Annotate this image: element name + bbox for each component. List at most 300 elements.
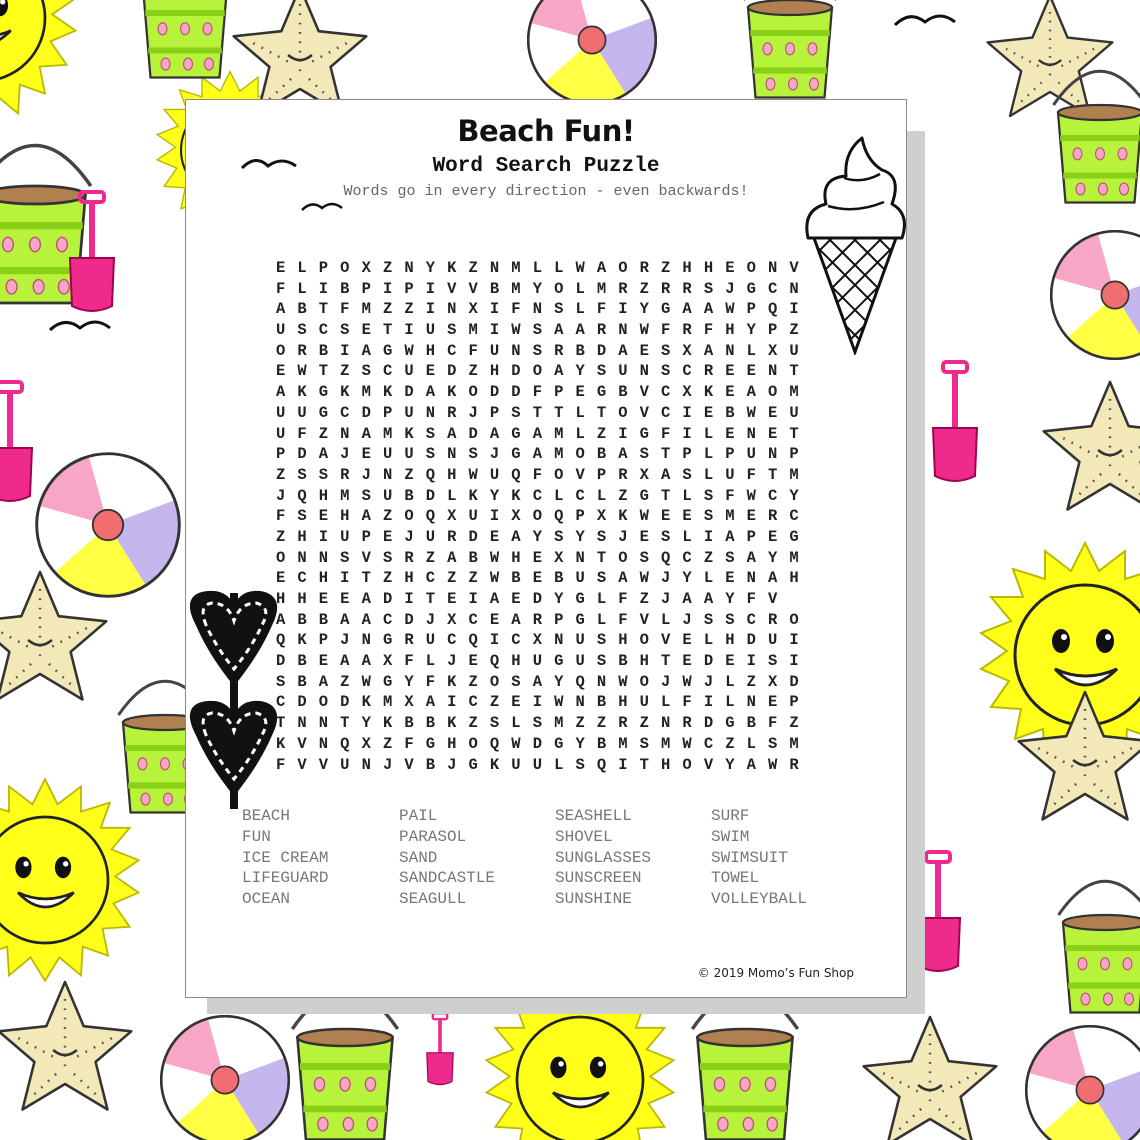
grid-letter: P — [746, 300, 756, 319]
grid-letter: J — [468, 403, 478, 422]
grid-letter: K — [297, 383, 307, 402]
grid-letter: A — [682, 590, 692, 608]
grid-letter: W — [725, 300, 735, 319]
grid-letter: M — [554, 714, 564, 733]
grid-letter: P — [361, 279, 371, 298]
grid-letter: U — [425, 527, 436, 546]
grid-letter: K — [297, 631, 307, 650]
grid-letter: T — [361, 569, 371, 588]
grid-letter: D — [789, 672, 799, 691]
grid-letter: J — [340, 445, 350, 464]
grid-letter: E — [767, 424, 778, 443]
grid-letter: I — [532, 693, 542, 712]
grid-letter: D — [382, 590, 393, 608]
grid-letter: J — [404, 527, 414, 546]
grid-letter: A — [340, 610, 350, 629]
grid-letter: K — [447, 672, 457, 691]
grid-row — [276, 651, 811, 672]
grid-letter: X — [361, 259, 371, 277]
grid-letter: F — [425, 672, 436, 691]
grid-letter: D — [297, 693, 307, 712]
grid-letter: P — [489, 403, 500, 422]
grid-letter: Y — [575, 527, 585, 546]
grid-letter: A — [767, 569, 778, 588]
grid-letter: J — [447, 755, 457, 774]
grid-letter: H — [318, 569, 329, 588]
grid-letter: D — [404, 383, 414, 402]
grid-letter: Z — [382, 300, 393, 319]
grid-letter: L — [554, 259, 564, 277]
grid-letter: B — [596, 693, 607, 712]
grid-letter: I — [382, 279, 393, 298]
grid-letter: T — [340, 714, 350, 733]
grid-letter: F — [404, 734, 414, 753]
grid-letter: P — [276, 445, 286, 464]
grid-letter: O — [554, 465, 564, 484]
grid-letter: O — [682, 755, 692, 774]
grid-letter: H — [661, 755, 671, 774]
grid-letter: E — [468, 652, 478, 671]
grid-letter: F — [404, 652, 414, 671]
grid-letter: U — [425, 631, 436, 650]
grid-row — [276, 527, 811, 548]
grid-letter: Z — [340, 672, 350, 691]
grid-letter: Q — [425, 465, 436, 484]
grid-letter: N — [297, 714, 307, 733]
grid-letter: N — [746, 693, 756, 712]
grid-letter: N — [618, 321, 628, 340]
grid-letter: P — [789, 693, 799, 712]
grid-letter: I — [340, 569, 350, 588]
grid-letter: F — [596, 300, 607, 319]
grid-letter: C — [661, 383, 671, 402]
grid-letter: S — [532, 714, 542, 733]
word-item: VOLLEYBALL — [711, 890, 808, 909]
grid-letter: U — [575, 631, 585, 650]
grid-letter: E — [511, 590, 521, 608]
letter-grid — [276, 258, 811, 775]
grid-letter: X — [404, 693, 414, 712]
grid-letter: J — [682, 610, 692, 629]
grid-letter: H — [297, 590, 307, 608]
grid-letter: L — [661, 610, 671, 629]
grid-letter: L — [746, 341, 756, 360]
grid-letter: A — [682, 300, 692, 319]
grid-letter: E — [661, 507, 671, 526]
grid-letter: J — [489, 445, 500, 464]
grid-letter: E — [532, 548, 542, 567]
grid-letter: A — [618, 569, 628, 588]
grid-letter: O — [276, 341, 286, 360]
grid-letter: O — [340, 259, 350, 277]
grid-letter: U — [575, 652, 585, 671]
grid-letter: P — [382, 403, 393, 422]
grid-letter: Q — [489, 652, 500, 671]
grid-letter: L — [575, 300, 585, 319]
grid-letter: I — [618, 424, 628, 443]
grid-letter: Z — [618, 486, 628, 505]
grid-letter: Y — [789, 486, 799, 505]
grid-row — [276, 506, 811, 527]
grid-letter: H — [404, 569, 414, 588]
grid-letter: M — [511, 259, 521, 277]
grid-letter: R — [532, 610, 542, 629]
grid-letter: R — [447, 403, 457, 422]
grid-letter: N — [596, 672, 607, 691]
grid-letter: R — [639, 259, 649, 277]
grid-letter: E — [767, 693, 778, 712]
grid-letter: H — [618, 693, 628, 712]
grid-letter: Z — [639, 714, 649, 733]
grid-letter: A — [425, 693, 436, 712]
grid-letter: M — [468, 321, 478, 340]
grid-letter: K — [276, 734, 286, 753]
grid-letter: L — [725, 693, 735, 712]
grid-letter: B — [404, 486, 414, 505]
grid-letter: A — [746, 548, 756, 567]
grid-letter: I — [489, 507, 500, 526]
grid-letter: T — [532, 403, 542, 422]
grid-letter: F — [511, 300, 521, 319]
grid-letter: I — [318, 279, 329, 298]
grid-letter: O — [404, 507, 414, 526]
grid-letter: T — [596, 403, 607, 422]
grid-letter: R — [618, 279, 628, 298]
grid-letter: O — [639, 672, 649, 691]
grid-letter: N — [767, 259, 778, 277]
grid-letter: Q — [511, 465, 521, 484]
grid-letter: U — [404, 445, 414, 464]
grid-letter: G — [511, 424, 521, 443]
grid-letter: M — [361, 383, 371, 402]
grid-letter: G — [575, 590, 585, 608]
grid-letter: V — [789, 259, 799, 277]
grid-letter: E — [703, 403, 714, 422]
grid-letter: A — [318, 445, 329, 464]
bucket-icon — [1059, 881, 1140, 1012]
grid-letter: N — [532, 300, 542, 319]
grid-letter: E — [682, 652, 692, 671]
grid-letter: L — [297, 279, 307, 298]
grid-letter: S — [767, 734, 778, 753]
grid-letter: Z — [639, 590, 649, 608]
grid-letter: L — [554, 486, 564, 505]
grid-letter: O — [618, 403, 628, 422]
grid-letter: B — [404, 714, 414, 733]
grid-letter: W — [489, 548, 500, 567]
grid-letter: U — [404, 403, 414, 422]
grid-letter: Z — [468, 259, 478, 277]
grid-letter: V — [703, 755, 714, 774]
grid-letter: D — [468, 424, 478, 443]
grid-letter: N — [318, 714, 329, 733]
grid-letter: L — [703, 569, 714, 588]
grid-letter: H — [447, 734, 457, 753]
word-item: SUNSHINE — [555, 890, 632, 909]
grid-letter: R — [703, 362, 714, 381]
grid-letter: X — [554, 548, 564, 567]
grid-letter: B — [575, 341, 585, 360]
grid-letter: E — [489, 610, 500, 629]
grid-letter: S — [489, 714, 500, 733]
grid-letter: Y — [575, 734, 585, 753]
grid-letter: E — [725, 652, 735, 671]
grid-letter: B — [425, 755, 436, 774]
grid-letter: C — [767, 279, 778, 298]
grid-letter: L — [297, 259, 307, 277]
grid-letter: U — [639, 693, 649, 712]
grid-letter: B — [511, 569, 521, 588]
grid-letter: S — [682, 465, 692, 484]
grid-letter: H — [639, 652, 649, 671]
grid-letter: C — [447, 631, 457, 650]
grid-letter: U — [340, 527, 350, 546]
grid-letter: G — [575, 610, 585, 629]
grid-letter: B — [297, 652, 307, 671]
grid-letter: P — [554, 610, 564, 629]
grid-letter: B — [596, 734, 607, 753]
grid-letter: P — [361, 527, 371, 546]
grid-letter: S — [725, 548, 735, 567]
shovel-icon — [933, 362, 977, 481]
seagull-icon — [238, 154, 348, 234]
grid-letter: Q — [554, 507, 564, 526]
grid-letter: O — [489, 672, 500, 691]
grid-letter: P — [318, 259, 329, 277]
grid-letter: U — [404, 362, 414, 381]
grid-letter: T — [318, 362, 329, 381]
grid-letter: E — [276, 569, 286, 588]
grid-letter: W — [618, 672, 628, 691]
grid-letter: S — [382, 548, 393, 567]
grid-letter: B — [297, 672, 307, 691]
grid-letter: I — [447, 693, 457, 712]
grid-letter: L — [554, 755, 564, 774]
grid-letter: B — [318, 341, 329, 360]
grid-letter: F — [703, 321, 714, 340]
grid-letter: D — [532, 590, 542, 608]
grid-letter: T — [661, 445, 671, 464]
grid-letter: R — [596, 321, 607, 340]
grid-letter: A — [361, 507, 371, 526]
grid-letter: S — [532, 321, 542, 340]
grid-letter: J — [661, 569, 671, 588]
grid-letter: U — [382, 486, 393, 505]
grid-letter: Z — [468, 569, 478, 588]
grid-letter: F — [297, 424, 307, 443]
grid-letter: W — [682, 734, 692, 753]
grid-letter: P — [789, 445, 799, 464]
grid-letter: I — [618, 300, 628, 319]
grid-letter: G — [511, 445, 521, 464]
grid-letter: I — [703, 693, 714, 712]
grid-row — [276, 713, 811, 734]
grid-letter: R — [682, 714, 692, 733]
grid-letter: M — [618, 734, 628, 753]
grid-letter: V — [297, 755, 307, 774]
word-item: SANDCASTLE — [399, 869, 496, 888]
grid-letter: N — [746, 424, 756, 443]
grid-letter: A — [532, 672, 542, 691]
grid-letter: T — [596, 548, 607, 567]
grid-letter: E — [639, 341, 649, 360]
grid-letter: B — [489, 279, 500, 298]
grid-letter: D — [425, 486, 436, 505]
grid-row — [276, 568, 811, 589]
grid-letter: F — [532, 465, 542, 484]
grid-letter: N — [382, 465, 393, 484]
grid-letter: H — [318, 486, 329, 505]
grid-letter: N — [511, 341, 521, 360]
grid-letter: F — [618, 590, 628, 608]
ice-cream-icon — [800, 130, 910, 355]
grid-letter: A — [618, 341, 628, 360]
grid-letter: N — [404, 259, 414, 277]
grid-letter: X — [382, 652, 393, 671]
grid-letter: N — [789, 279, 799, 298]
bucket-icon — [1054, 71, 1140, 202]
grid-letter: L — [682, 527, 692, 546]
grid-letter: A — [661, 465, 671, 484]
grid-letter: H — [340, 507, 350, 526]
grid-letter: Z — [703, 548, 714, 567]
grid-letter: U — [297, 403, 307, 422]
grid-letter: W — [639, 321, 649, 340]
beach-ball-icon — [1051, 231, 1140, 359]
grid-row — [276, 279, 811, 300]
grid-letter: Z — [382, 507, 393, 526]
grid-letter: Z — [404, 300, 414, 319]
grid-letter: Y — [725, 590, 735, 608]
grid-letter: L — [703, 631, 714, 650]
grid-letter: P — [767, 321, 778, 340]
grid-letter: C — [297, 569, 307, 588]
grid-letter: A — [554, 321, 564, 340]
starfish-icon — [1044, 382, 1140, 510]
grid-letter: Q — [596, 755, 607, 774]
sun-icon — [0, 779, 139, 981]
grid-letter: X — [767, 341, 778, 360]
grid-letter: F — [725, 486, 735, 505]
grid-letter: A — [746, 383, 756, 402]
grid-letter: E — [276, 259, 286, 277]
grid-letter: J — [661, 672, 671, 691]
grid-letter: I — [618, 755, 628, 774]
grid-letter: Z — [276, 465, 286, 484]
grid-letter: N — [340, 424, 350, 443]
starfish-icon — [988, 0, 1113, 116]
grid-letter: P — [318, 631, 329, 650]
grid-letter: L — [703, 445, 714, 464]
grid-letter: L — [596, 486, 607, 505]
grid-letter: C — [468, 693, 478, 712]
grid-letter: C — [746, 610, 756, 629]
grid-letter: V — [639, 403, 649, 422]
grid-row — [276, 672, 811, 693]
grid-letter: X — [767, 672, 778, 691]
grid-letter: K — [340, 383, 350, 402]
grid-letter: F — [276, 507, 286, 526]
grid-letter: L — [703, 424, 714, 443]
grid-letter: I — [468, 590, 478, 608]
word-item: SUNGLASSES — [555, 848, 652, 867]
grid-letter: U — [382, 445, 393, 464]
grid-letter: N — [554, 631, 564, 650]
grid-letter: F — [276, 755, 286, 774]
grid-letter: U — [276, 403, 286, 422]
grid-letter: W — [746, 403, 756, 422]
grid-letter: E — [340, 590, 350, 608]
grid-letter: C — [511, 631, 521, 650]
grid-letter: O — [618, 548, 628, 567]
grid-letter: H — [618, 631, 628, 650]
grid-letter: J — [425, 610, 436, 629]
grid-letter: M — [554, 424, 564, 443]
grid-letter: N — [297, 548, 307, 567]
grid-letter: U — [511, 755, 521, 774]
grid-letter: E — [361, 321, 371, 340]
grid-letter: M — [661, 734, 671, 753]
word-item: PAIL — [399, 807, 438, 825]
grid-letter: E — [682, 631, 692, 650]
word-item: SURF — [711, 807, 750, 825]
grid-letter: B — [468, 548, 478, 567]
grid-letter: Z — [468, 714, 478, 733]
grid-letter: E — [318, 590, 329, 608]
grid-letter: K — [511, 486, 521, 505]
shovel-icon — [0, 382, 32, 501]
grid-letter: X — [639, 465, 649, 484]
grid-letter: Q — [575, 672, 585, 691]
grid-letter: O — [789, 610, 799, 629]
grid-letter: S — [596, 631, 607, 650]
grid-letter: D — [404, 610, 414, 629]
grid-letter: W — [361, 672, 371, 691]
grid-letter: N — [575, 548, 585, 567]
grid-letter: T — [276, 714, 286, 733]
grid-letter: H — [703, 259, 714, 277]
grid-letter: B — [596, 445, 607, 464]
grid-letter: E — [725, 259, 735, 277]
grid-letter: E — [532, 569, 542, 588]
grid-letter: L — [575, 279, 585, 298]
grid-letter: U — [789, 341, 799, 360]
grid-letter: P — [404, 279, 414, 298]
grid-letter: O — [575, 445, 585, 464]
grid-row — [276, 589, 811, 610]
grid-letter: D — [447, 362, 457, 381]
grid-letter: L — [703, 465, 714, 484]
shovel-icon — [427, 1013, 453, 1084]
grid-letter: V — [447, 279, 457, 298]
grid-letter: E — [767, 403, 778, 422]
grid-letter: R — [554, 341, 564, 360]
grid-letter: H — [511, 652, 521, 671]
grid-letter: M — [361, 300, 371, 319]
grid-letter: G — [639, 424, 649, 443]
grid-letter: W — [746, 486, 756, 505]
grid-letter: W — [682, 672, 692, 691]
grid-letter: D — [746, 631, 756, 650]
grid-letter: F — [746, 590, 756, 608]
grid-letter: X — [468, 300, 478, 319]
grid-letter: L — [511, 714, 521, 733]
grid-letter: A — [425, 383, 436, 402]
grid-letter: V — [404, 755, 414, 774]
grid-letter: Y — [746, 321, 756, 340]
grid-letter: G — [318, 383, 329, 402]
grid-letter: Z — [639, 279, 649, 298]
